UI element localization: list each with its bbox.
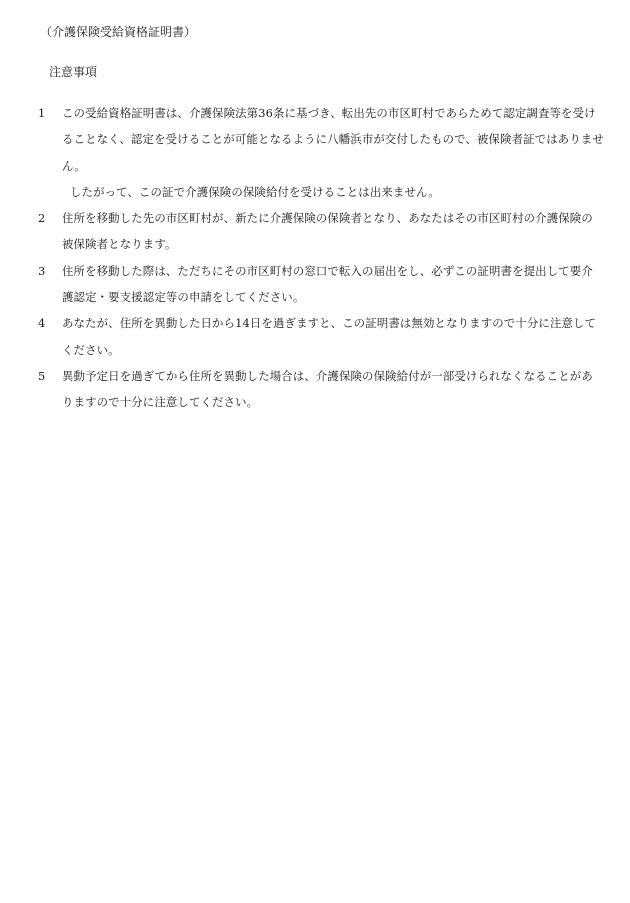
note-text: 住所を移動した際は、ただちにその市区町村の窓口で転入の届出をし、必ずこの証明書を提出して要介護認定・要支援認定等の申請をしてください。 (62, 263, 593, 305)
note-text: あなたが、住所を異動した日から14日を過ぎますと、この証明書は無効となりますので十分に注意してください。 (62, 316, 597, 357)
note-number: 4 (38, 316, 46, 331)
notes-list (38, 100, 604, 416)
note-number: 1 (38, 106, 46, 120)
notes-heading: 注意事項 (49, 65, 98, 79)
note-item-4 (38, 310, 604, 363)
note-text: この受給資格証明書は、介護保険法第36条に基づき、転出先の市区町村であらためて認定調査等を受けることなく、認定を受けることが可能となるように八幡浜市が交付したもので、被保険者証ではありません。 (62, 106, 604, 173)
note-text: 異動予定日を過ぎてから住所を異動した場合は、介護保険の保険給付が一部受けられなくなることがありますので十分に注意してください。 (62, 368, 593, 410)
note-number: 3 (38, 263, 46, 278)
note-text: 住所を移動した先の市区町村が、新たに介護保険の保険者となり、あなたはその市区町村の介護保険の被保険者となります。 (62, 211, 593, 252)
document-title: （介護保険受給資格証明書） (40, 25, 197, 39)
note-number: 2 (38, 211, 46, 226)
note-item-2 (38, 205, 604, 258)
note-item-1 (38, 100, 604, 205)
note-item-5 (38, 363, 604, 416)
note-item-3 (38, 258, 604, 311)
note-number: 5 (38, 368, 46, 383)
note-supplement: したがって、この証で介護保険の保険給付を受けることは出来ません。 (70, 184, 440, 199)
